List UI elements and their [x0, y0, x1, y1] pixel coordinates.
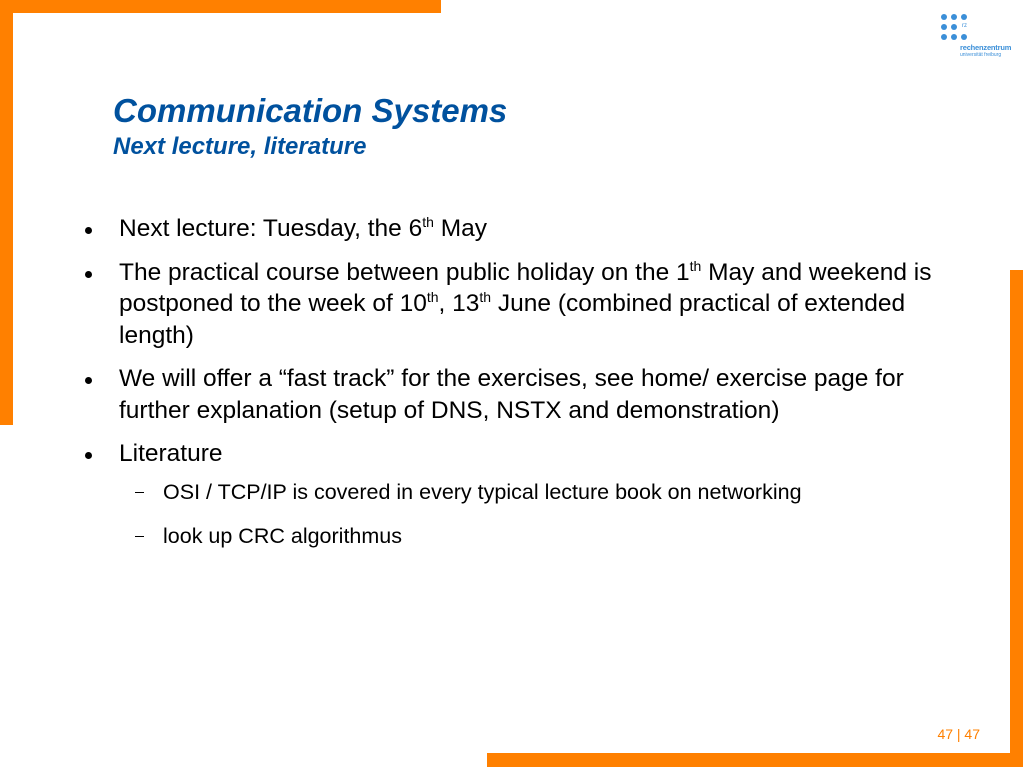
bullet-dot-icon: [85, 271, 92, 278]
bullet-dot-icon: [85, 227, 92, 234]
logo-rz: rz: [962, 23, 967, 29]
right-accent-bar: [1010, 270, 1023, 767]
list-item: Next lecture: Tuesday, the 6th May: [85, 213, 955, 245]
logo-line1: rechenzentrum: [960, 43, 1012, 52]
dash-icon: [135, 536, 144, 538]
dot-grid-icon: [941, 14, 971, 44]
logo-line2: universität freiburg: [960, 52, 1002, 58]
slide-subtitle: Next lecture, literature: [113, 133, 367, 160]
bullet-list: [85, 213, 955, 550]
list-item: The practical course between public holiday on the 1th May and weekend is postponed to the week of 10th, 13th June (combined practical of extended length): [85, 257, 955, 352]
slide-title: Communication Systems: [113, 92, 508, 129]
sub-list-item: OSI / TCP/IP is covered in every typical lecture book on networking: [119, 478, 955, 506]
sub-bullet-list: [119, 478, 955, 550]
page-number: 47 | 47: [937, 726, 980, 742]
slide-content: [85, 213, 955, 566]
university-logo: [938, 14, 1018, 64]
bottom-accent-bar: [487, 753, 1023, 767]
bullet-dot-icon: [85, 377, 92, 384]
left-accent-bar: [0, 0, 13, 425]
list-item: Literature OSI / TCP/IP is covered in every typical lecture book on networking look up CRC algorithmus: [85, 438, 955, 550]
dash-icon: [135, 492, 144, 494]
bullet-dot-icon: [85, 452, 92, 459]
top-accent-bar: [0, 0, 441, 13]
list-item: We will offer a “fast track” for the exercises, see home/ exercise page for further explanation (setup of DNS, NSTX and demonstration): [85, 363, 955, 426]
sub-list-item: look up CRC algorithmus: [119, 522, 955, 550]
